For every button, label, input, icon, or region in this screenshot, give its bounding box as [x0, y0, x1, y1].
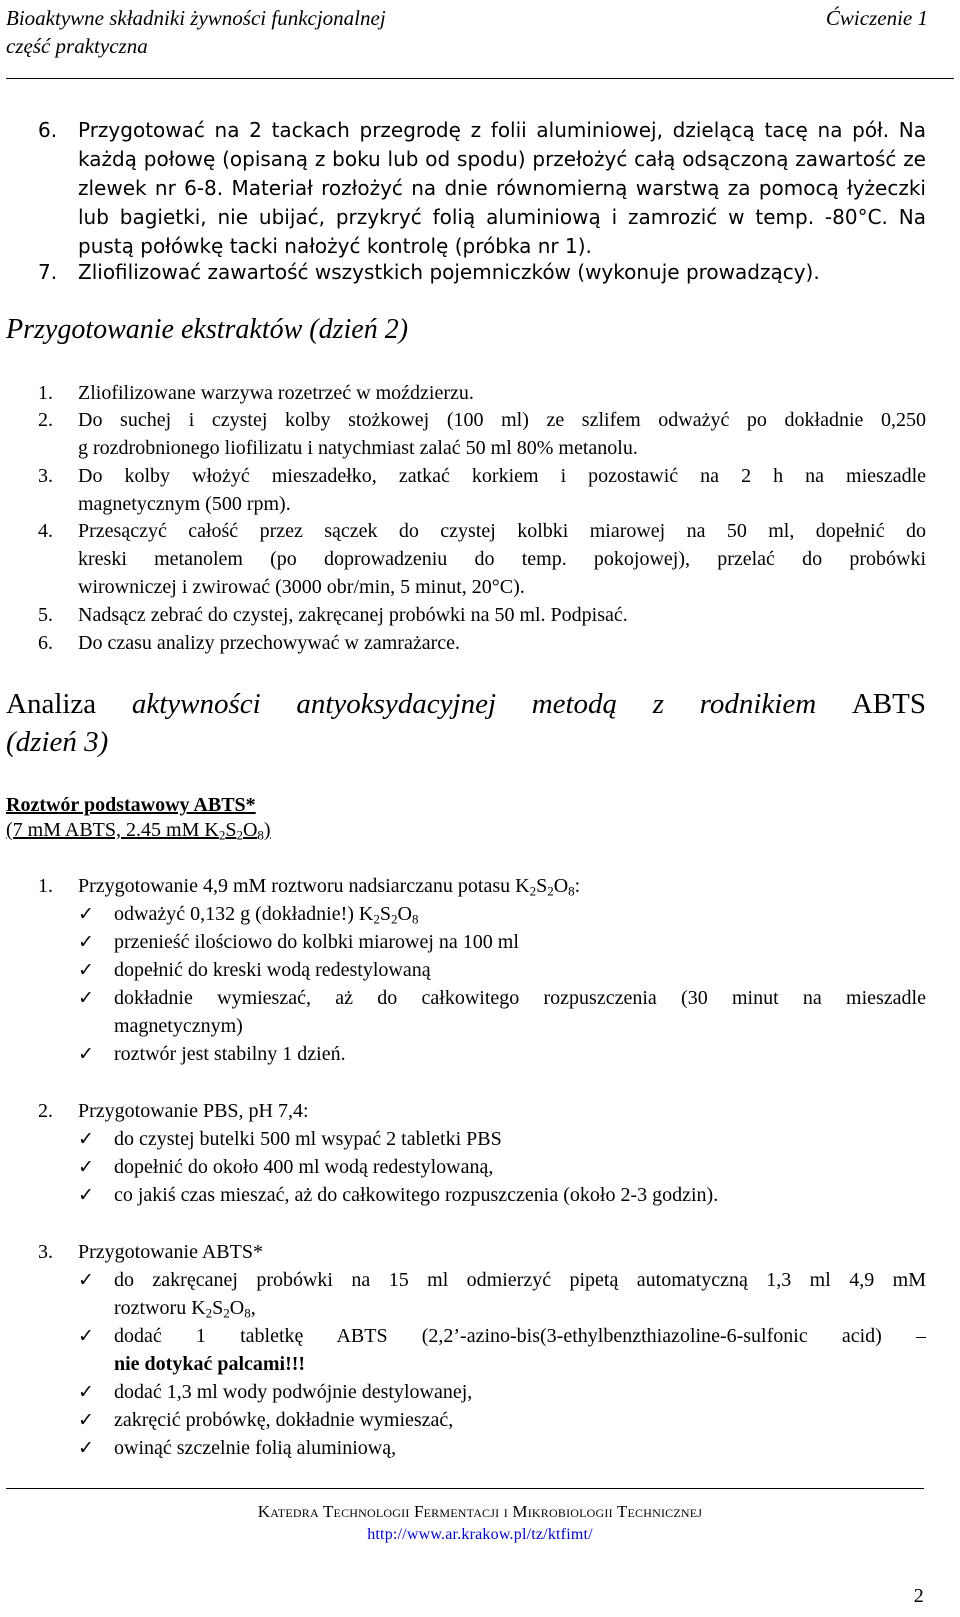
list-item-line: Do suchej i czystej kolby stożkowej (100 ml) ze szlifem odważyć po dokładnie 0,250 — [78, 409, 926, 431]
list-item-line: Do kolby włożyć mieszadełko, zatkać korkiem i pozostawić na 2 h na mieszadle — [78, 465, 926, 487]
heading-word: z — [652, 688, 665, 720]
list-item-number: 1. — [38, 382, 53, 404]
step-number: 3. — [38, 1241, 53, 1263]
heading-word: ABTS — [851, 688, 926, 720]
step-title: Przygotowanie PBS, pH 7,4: — [78, 1100, 309, 1122]
list-item-number: 7. — [38, 260, 58, 284]
list-item-line: wirowniczej i zwirować (3000 obr/min, 5 minut, 20°C). — [78, 576, 525, 598]
list-item-number: 4. — [38, 520, 53, 542]
check-item-text: do zakręcanej probówki na 15 ml odmierzyć pipetą automatyczną 1,3 ml 4,9 mM — [114, 1269, 926, 1291]
heading-word: rodnikiem — [699, 688, 817, 720]
heading-word: antyoksydacyjnej — [296, 688, 497, 720]
list-item-line: Przesączyć całość przez sączek do czystej kolbki miarowej na 50 ml, dopełnić do — [78, 520, 926, 542]
footer-rule — [6, 1488, 924, 1489]
section-heading-abts — [6, 688, 926, 721]
check-item-continuation: roztworu $K_2S_2O_8$, — [114, 1297, 256, 1321]
list-item-number: 3. — [38, 465, 53, 487]
stock-formula-text: (7 mM ABTS, 2.45 mM K — [6, 819, 219, 841]
list-item-line: Nadsącz zebrać do czystej, zakręcanej probówki na 50 ml. Podpisać. — [78, 604, 628, 626]
header-subtitle: część praktyczna — [6, 34, 148, 58]
list-item-line: każdą połowę (opisaną z boku lub od spodu) przełożyć całą odsączoną zawartość ze — [78, 147, 926, 171]
page-number: 2 — [913, 1585, 924, 1607]
section-heading-extracts: Przygotowanie ekstraktów (dzień 2) — [6, 314, 409, 345]
check-item-text: dodać 1,3 ml wody podwójnie destylowanej, — [114, 1381, 473, 1403]
list-item-line: magnetycznym (500 rpm). — [78, 493, 291, 515]
list-item-line: Do czasu analizy przechowywać w zamrażarce. — [78, 632, 460, 654]
list-item-line: Zliofilizowane warzywa rozetrzeć w moździerzu. — [78, 382, 474, 404]
header-title: Bioaktywne składniki żywności funkcjonalnej — [6, 6, 386, 30]
stock-formula: (7 mM ABTS, 2.45 mM $K_2S_2O_8$) — [6, 819, 271, 843]
heading-word: metodą — [531, 688, 618, 720]
check-item-text: dokładnie wymieszać, aż do całkowitego rozpuszczenia (30 minut na mieszadle — [114, 987, 926, 1009]
footer-url-link[interactable]: http://www.ar.krakow.pl/tz/ktfimt/ — [367, 1526, 593, 1543]
list-item-line: kreski metanolem (po doprowadzeniu do temp. pokojowej), przelać do probówki — [78, 548, 926, 570]
header-exercise: Ćwiczenie 1 — [825, 6, 928, 30]
document-page: Bioaktywne składniki żywności funkcjonalnej część praktyczna Ćwiczenie 1 6. Przygotować na 2 tackach przegrodę z folii aluminiowej, dzielącą tacę na pół. Na każdą połowę (opisaną z boku lub od spodu) przełożyć całą odsączoną zawartość ze zlewek nr 6-8. Materiał rozłożyć na dnie równomierną warstwą za pomocą łyżeczki lub bagietki, nie ubijać, przykryć folią aluminiową i zamrozić w temp. -80°C. Na pustą połówkę tacki nałożyć kontrolę (próbka nr 1). 7. Zliofilizować zawartość wszystkich pojemniczków (wykonuje prowadzący). Przygotowanie ekstraktów (dzień 2) 1. Zliofilizowane warzywa rozetrzeć w moździerzu. 2. Do suchej i czystej kolby stożkowej (100 ml) ze szlifem odważyć po dokładnie 0,250 g rozdrobnionego liofilizatu i natychmiast zalać 50 ml 80% metanolu. 3. Do kolby włożyć mieszadełko, zatkać korkiem i pozostawić na 2 h na mieszadle magnetycznym (500 rpm). 4. Przesączyć całość przez sączek do czystej kolbki miarowej na 50 ml, dopełnić do kreski metanolem (po doprowadzeniu do temp. pokojowej), przelać do probówki wirowniczej i zwirować (3000 obr/min, 5 minut, 20°C). 5. Nadsącz zebrać do czystej, zakręcanej probówki na 50 ml. Podpisać. 6. Do czasu analizy przechowywać w zamrażarce. Analiza aktywności antyoksydacyjnej metodą z rodnikiem ABTS (dzień 3) Roztwór podstawowy ABTS* (7 mM ABTS, 2.45 mM $K_2S_2O_8$) 1. Przygotowanie 4,9 mM roztworu nadsiarczanu potasu $K_2S_2O_8$: odważyć 0,132 g (dokładnie!) $K_2S_2O_8$ przenieść ilościowo do kolbki miarowej na 100 ml dopełnić do kreski wodą redestylowaną dokładnie wymieszać, aż do całkowitego rozpuszczenia (30 minut na mieszadle magnetycznym) roztwór jest stabilny 1 dzień. 2. Przygotowanie PBS, pH 7,4: do czystej butelki 500 ml wsypać 2 tabletki PBS dopełnić do około 400 ml wodą redestylowaną, co jakiś czas mieszać, aż do całkowitego rozpuszczenia (około 2-3 godzin). 3. Przygotowanie ABTS* do zakręcanej probówki na 15 ml odmierzyć pipetą automatyczną 1,3 ml 4,9 mM roztworu $K_2S_2O_8$, dodać 1 tabletkę ABTS (2,2’-azino-bis(3-ethylbenzthiazoline-6-sulfonic acid) – nie dotykać palcami!!! dodać 1,3 ml wody podwójnie destylowanej, zakręcić probówkę, dokładnie wymieszać, owinąć szczelnie folią aluminiową, Katedra Technologii Fermentacji i Mikrobiologii Technicznej http://www.ar.krakow.pl/tz/ktfimt/ 2 — [0, 0, 960, 1617]
list-item-line: g rozdrobnionego liofilizatu i natychmiast zalać 50 ml 80% metanolu. — [78, 437, 638, 459]
check-item-text: dopełnić do kreski wodą redestylowaną — [114, 959, 431, 981]
footer-department: Katedra Technologii Fermentacji i Mikrobiologii Technicznej — [257, 1502, 703, 1521]
step-title: Przygotowanie ABTS* — [78, 1241, 263, 1263]
check-item-continuation: magnetycznym) — [114, 1015, 243, 1037]
step-title: Przygotowanie 4,9 mM roztworu nadsiarczanu potasu $K_2S_2O_8$: — [78, 875, 581, 899]
check-item-text: owinąć szczelnie folią aluminiową, — [114, 1437, 397, 1459]
list-item-line: Zliofilizować zawartość wszystkich pojemniczków (wykonuje prowadzący). — [78, 260, 820, 284]
list-item-number: 2. — [38, 409, 53, 431]
check-item-text: roztwór jest stabilny 1 dzień. — [114, 1043, 346, 1065]
check-item-text: dodać 1 tabletkę ABTS (2,2’-azino-bis(3-ethylbenzthiazoline-6-sulfonic acid) – — [114, 1325, 926, 1347]
list-item-number: 6. — [38, 632, 53, 654]
list-item-line: Przygotować na 2 tackach przegrodę z folii aluminiowej, dzielącą tacę na pół. Na — [78, 118, 926, 142]
check-item-text: zakręcić probówkę, dokładnie wymieszać, — [114, 1409, 454, 1431]
stock-title: Roztwór podstawowy ABTS* — [6, 794, 256, 816]
heading-word: Analiza — [6, 688, 97, 720]
check-item-text: do czystej butelki 500 ml wsypać 2 tabletki PBS — [114, 1128, 502, 1150]
list-item-number: 6. — [38, 118, 58, 142]
check-item-text: przenieść ilościowo do kolbki miarowej na 100 ml — [114, 931, 519, 953]
check-item-text: co jakiś czas mieszać, aż do całkowitego rozpuszczenia (około 2-3 godzin). — [114, 1184, 719, 1206]
footer-link[interactable] — [0, 1526, 960, 1544]
check-item-continuation: nie dotykać palcami!!! — [114, 1353, 306, 1375]
list-item-line: pustą połówkę tacki nałożyć kontrolę (próbka nr 1). — [78, 234, 592, 258]
list-item-number: 5. — [38, 604, 53, 626]
check-item-text: roztworu K — [114, 1297, 206, 1319]
section-heading-abts-line2: (dzień 3) — [6, 726, 109, 758]
step-title-text: Przygotowanie 4,9 mM roztworu nadsiarczanu potasu K — [78, 875, 530, 897]
heading-word: aktywności — [131, 688, 261, 720]
header-rule — [6, 78, 954, 79]
list-item-line: lub bagietki, nie ubijać, przykryć folią aluminiową i zamrozić w temp. -80°C. Na — [78, 205, 926, 229]
list-item-line: zlewek nr 6-8. Materiał rozłożyć na dnie równomierną warstwą za pomocą łyżeczki — [78, 176, 926, 200]
step-number: 1. — [38, 875, 53, 897]
step-number: 2. — [38, 1100, 53, 1122]
check-item-text: odważyć 0,132 g (dokładnie!) K — [114, 903, 374, 925]
check-item-text: dopełnić do około 400 ml wodą redestylowaną, — [114, 1156, 494, 1178]
